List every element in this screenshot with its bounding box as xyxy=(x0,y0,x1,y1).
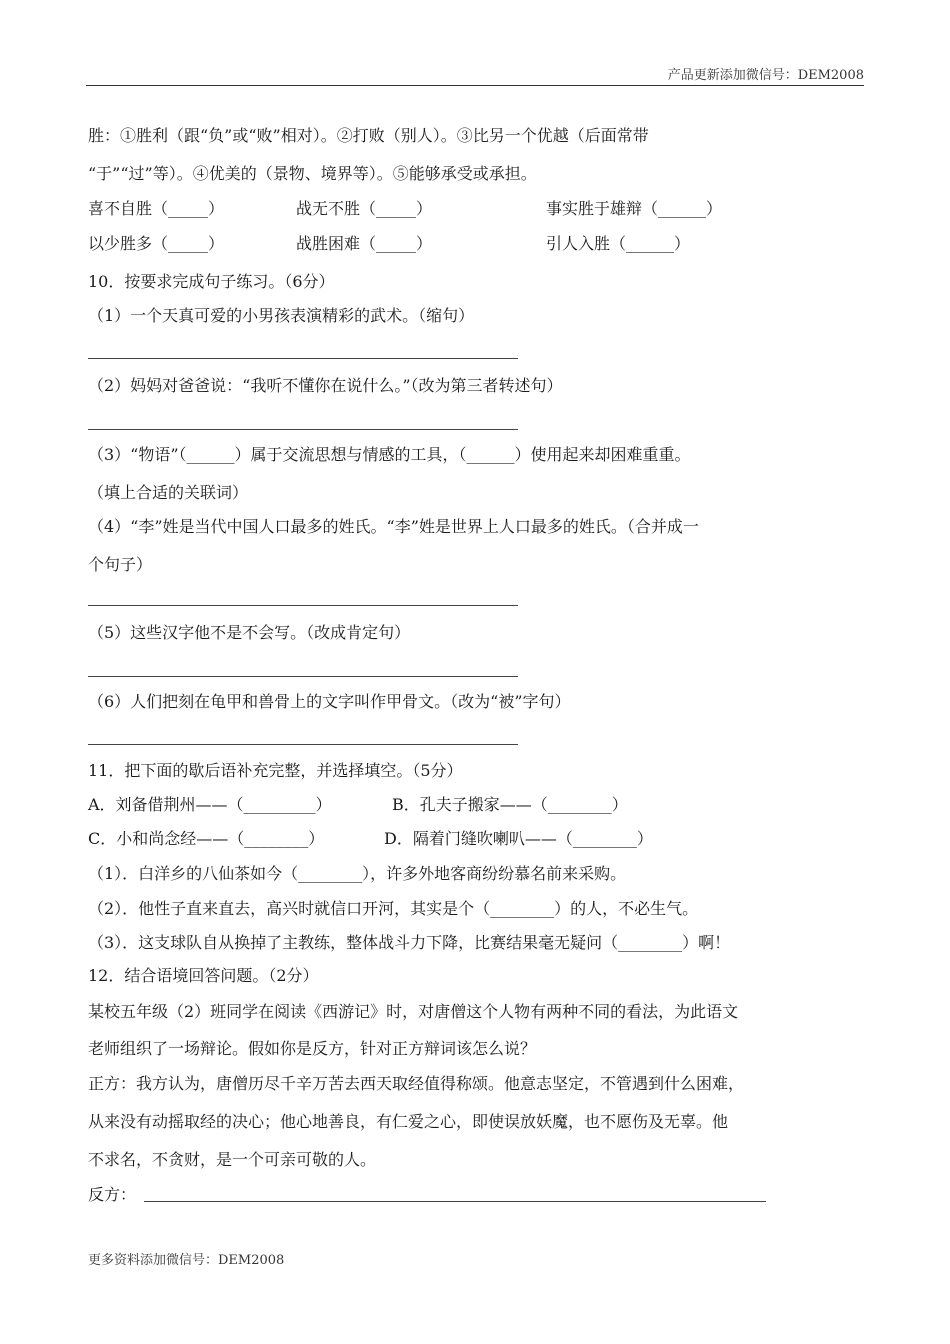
idiom-zhanshengkunnan: 战胜困难（_____） xyxy=(296,234,433,253)
q12-fanfang-answer-line[interactable] xyxy=(144,1201,766,1202)
q12-context-1: 某校五年级（2）班同学在阅读《西游记》时，对唐僧这个人物有两种不同的看法，为此语文 xyxy=(88,1002,739,1021)
q10-sentence-4: （4）“李”姓是当代中国人口最多的姓氏。“李”姓是世界上人口最多的姓氏。（合并成一 xyxy=(88,517,699,536)
q11-fill-1: （1）．白洋乡的八仙茶如今（________），许多外地客商纷纷慕名前来采购。 xyxy=(88,864,627,883)
q11-option-c: C．小和尚念经——（________） xyxy=(88,829,325,848)
q10-title: 10．按要求完成句子练习。（6分） xyxy=(88,272,335,291)
q12-zhengfang-2: 从来没有动摇取经的决心；他心地善良，有仁爱之心，即使误放妖魔，也不愿伤及无辜。他 xyxy=(88,1112,729,1131)
idiom-shishishengyuxiongbian: 事实胜于雄辩（______） xyxy=(546,199,723,218)
q10-answer-line-6[interactable] xyxy=(88,744,518,745)
q12-zhengfang-1: 正方：我方认为，唐僧历尽千辛万苦去西天取经值得称颂。他意志坚定，不管遇到什么困难， xyxy=(88,1074,745,1093)
sheng-definition-line-1: 胜：①胜利（跟“负”或“败”相对）。②打败（别人）。③比另一个优越（后面常带 xyxy=(88,126,649,145)
q10-answer-line-5[interactable] xyxy=(88,676,518,677)
sheng-definition-line-2: “于”“过”等）。④优美的（景物、境界等）。⑤能够承受或承担。 xyxy=(88,164,537,183)
q10-answer-line-2[interactable] xyxy=(88,429,518,430)
q12-context-2: 老师组织了一场辩论。假如你是反方，针对正方辩词该怎么说？ xyxy=(88,1039,537,1058)
idiom-xibuzisheng: 喜不自胜（_____） xyxy=(88,199,225,218)
q11-option-d: D．隔着门缝吹喇叭——（________） xyxy=(384,829,653,848)
q10-sentence-3: （3）“物语”（______）属于交流思想与情感的工具，（______）使用起来却困难重重。 xyxy=(88,445,691,464)
idiom-yishaoshengduo: 以少胜多（_____） xyxy=(88,234,225,253)
q11-fill-2: （2）．他性子直来直去，高兴时就信口开河，其实是个（________）的人，不必生气。 xyxy=(88,899,699,918)
q11-title: 11．把下面的歇后语补充完整，并选择填空。（5分） xyxy=(88,761,463,780)
q10-sentence-2: （2）妈妈对爸爸说：“我听不懂你在说什么。”（改为第三者转述句） xyxy=(88,376,563,395)
q11-option-b: B．孔夫子搬家——（________） xyxy=(392,795,628,814)
q12-title: 12．结合语境回答问题。（2分） xyxy=(88,966,319,985)
q10-answer-line-4[interactable] xyxy=(88,605,518,606)
q10-sentence-5: （5）这些汉字他不是不会写。（改成肯定句） xyxy=(88,623,411,642)
idiom-zhanwubusheng: 战无不胜（_____） xyxy=(296,199,433,218)
q10-sentence-3-note: （填上合适的关联词） xyxy=(88,483,249,502)
q11-fill-3: （3）．这支球队自从换掉了主教练，整体战斗力下降，比赛结果毫无疑问（________）啊！ xyxy=(88,933,731,952)
q10-sentence-4-cont: 个句子） xyxy=(88,555,153,574)
page-header: 产品更新添加微信号：DEM2008 xyxy=(667,68,864,83)
header-rule xyxy=(86,85,864,86)
q10-sentence-6: （6）人们把刻在龟甲和兽骨上的文字叫作甲骨文。（改为“被”字句） xyxy=(88,692,571,711)
q12-zhengfang-3: 不求名，不贪财，是一个可亲可敬的人。 xyxy=(88,1150,377,1169)
page-footer: 更多资料添加微信号：DEM2008 xyxy=(88,1253,285,1268)
idiom-yinrenrusheng: 引人入胜（______） xyxy=(546,234,691,253)
q10-answer-line-1[interactable] xyxy=(88,358,518,359)
q12-fanfang-label: 反方： xyxy=(88,1185,137,1204)
q11-option-a: A．刘备借荆州——（_________） xyxy=(88,795,332,814)
q10-sentence-1: （1）一个天真可爱的小男孩表演精彩的武术。（缩句） xyxy=(88,306,475,325)
